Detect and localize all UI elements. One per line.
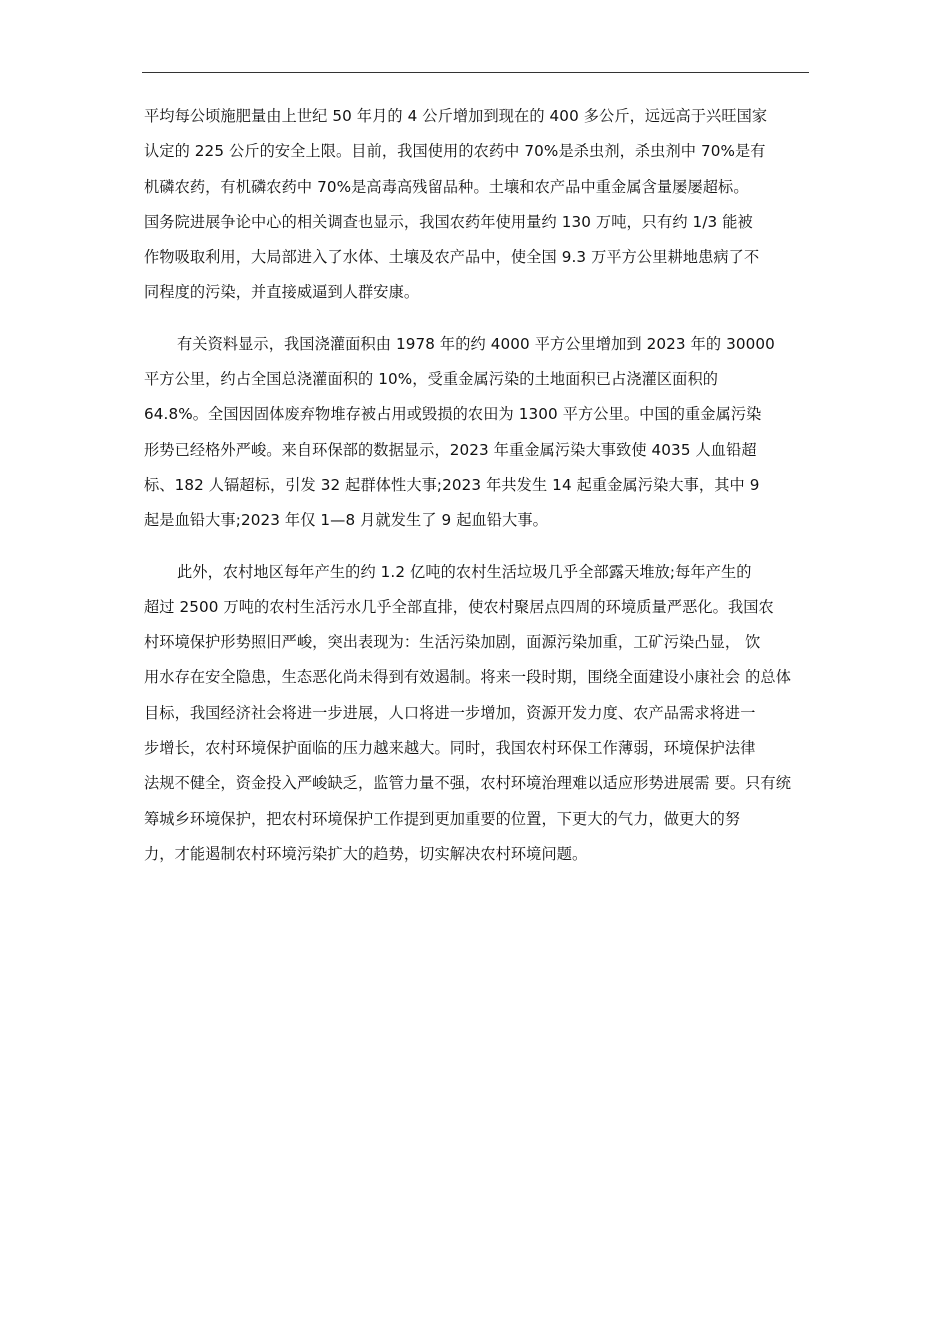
text-line: 同程度的污染，并直接威逼到人群安康。 (144, 283, 420, 302)
text-line: 64.8%。全国因固体废弃物堆存被占用或毁损的农田为 1300 平方公里。中国的重金属污染 (144, 405, 762, 424)
text-line: 平方公里，约占全国总浇灌面积的 10%，受重金属污染的土地面积已占浇灌区面积的 (144, 370, 719, 389)
text-line: 力，才能遏制农村环境污染扩大的趋势，切实解决农村环境问题。 (144, 844, 588, 863)
document-body (144, 99, 820, 872)
text-line: 超过 2500 万吨的农村生活污水几乎全部直排，使农村聚居点四周的环境质量严恶化。我国农 (144, 597, 774, 616)
paragraph-1 (144, 99, 820, 311)
text-line: 标、182 人镉超标，引发 32 起群体性大事;2023 年共发生 14 起重金属污染大事，其中 9 (144, 475, 760, 494)
text-line: 法规不健全，资金投入严峻缺乏，监管力量不强，农村环境治理难以适应形势进展需 要。只有统 (144, 774, 792, 793)
text-line: 此外，农村地区每年产生的约 1.2 亿吨的农村生活垃圾几乎全部露天堆放;每年产生的 (177, 562, 752, 581)
text-line: 有关资料显示，我国浇灌面积由 1978 年的约 4000 平方公里增加到 2023 年的 30000 (177, 334, 775, 353)
text-line: 筹城乡环境保护，把农村环境保护工作提到更加重要的位置，下更大的气力，做更大的努 (144, 809, 741, 828)
paragraph-2 (144, 327, 820, 539)
text-line: 村环境保护形势照旧严峻，突出表现为：生活污染加剧，面源污染加重，工矿污染凸显， 饮 (144, 633, 761, 652)
header-rule (142, 72, 809, 73)
text-line: 认定的 225 公斤的安全上限。目前，我国使用的农药中 70%是杀虫剂，杀虫剂中 70%是有 (144, 142, 766, 161)
text-line: 步增长，农村环境保护面临的压力越来越大。同时，我国农村环保工作薄弱，环境保护法律 (144, 739, 756, 758)
paragraph-gap (144, 311, 820, 327)
text-line: 形势已经格外严峻。来自环保部的数据显示，2023 年重金属污染大事致使 4035 人血铅超 (144, 440, 757, 459)
text-line: 作物吸取利用，大局部进入了水体、土壤及农产品中，使全国 9.3 万平方公里耕地患病了不 (144, 248, 760, 267)
text-line: 国务院进展争论中心的相关调查也显示，我国农药年使用量约 130 万吨，只有约 1/3 能被 (144, 212, 753, 231)
text-line: 目标，我国经济社会将进一步进展，人口将进一步增加，资源开发力度、农产品需求将进一 (144, 703, 756, 722)
text-line: 用水存在安全隐患，生态恶化尚未得到有效遏制。将来一段时期，围绕全面建设小康社会 的总体 (144, 668, 792, 687)
text-line: 起是血铅大事;2023 年仅 1—8 月就发生了 9 起血铅大事。 (144, 511, 548, 530)
text-line: 机磷农药，有机磷农药中 70%是高毒高残留品种。土壤和农产品中重金属含量屡屡超标。 (144, 177, 749, 196)
paragraph-gap (144, 539, 820, 555)
paragraph-3 (144, 555, 820, 873)
text-line: 平均每公顷施肥量由上世纪 50 年月的 4 公斤增加到现在的 400 多公斤，远远高于兴旺国家 (144, 107, 768, 125)
